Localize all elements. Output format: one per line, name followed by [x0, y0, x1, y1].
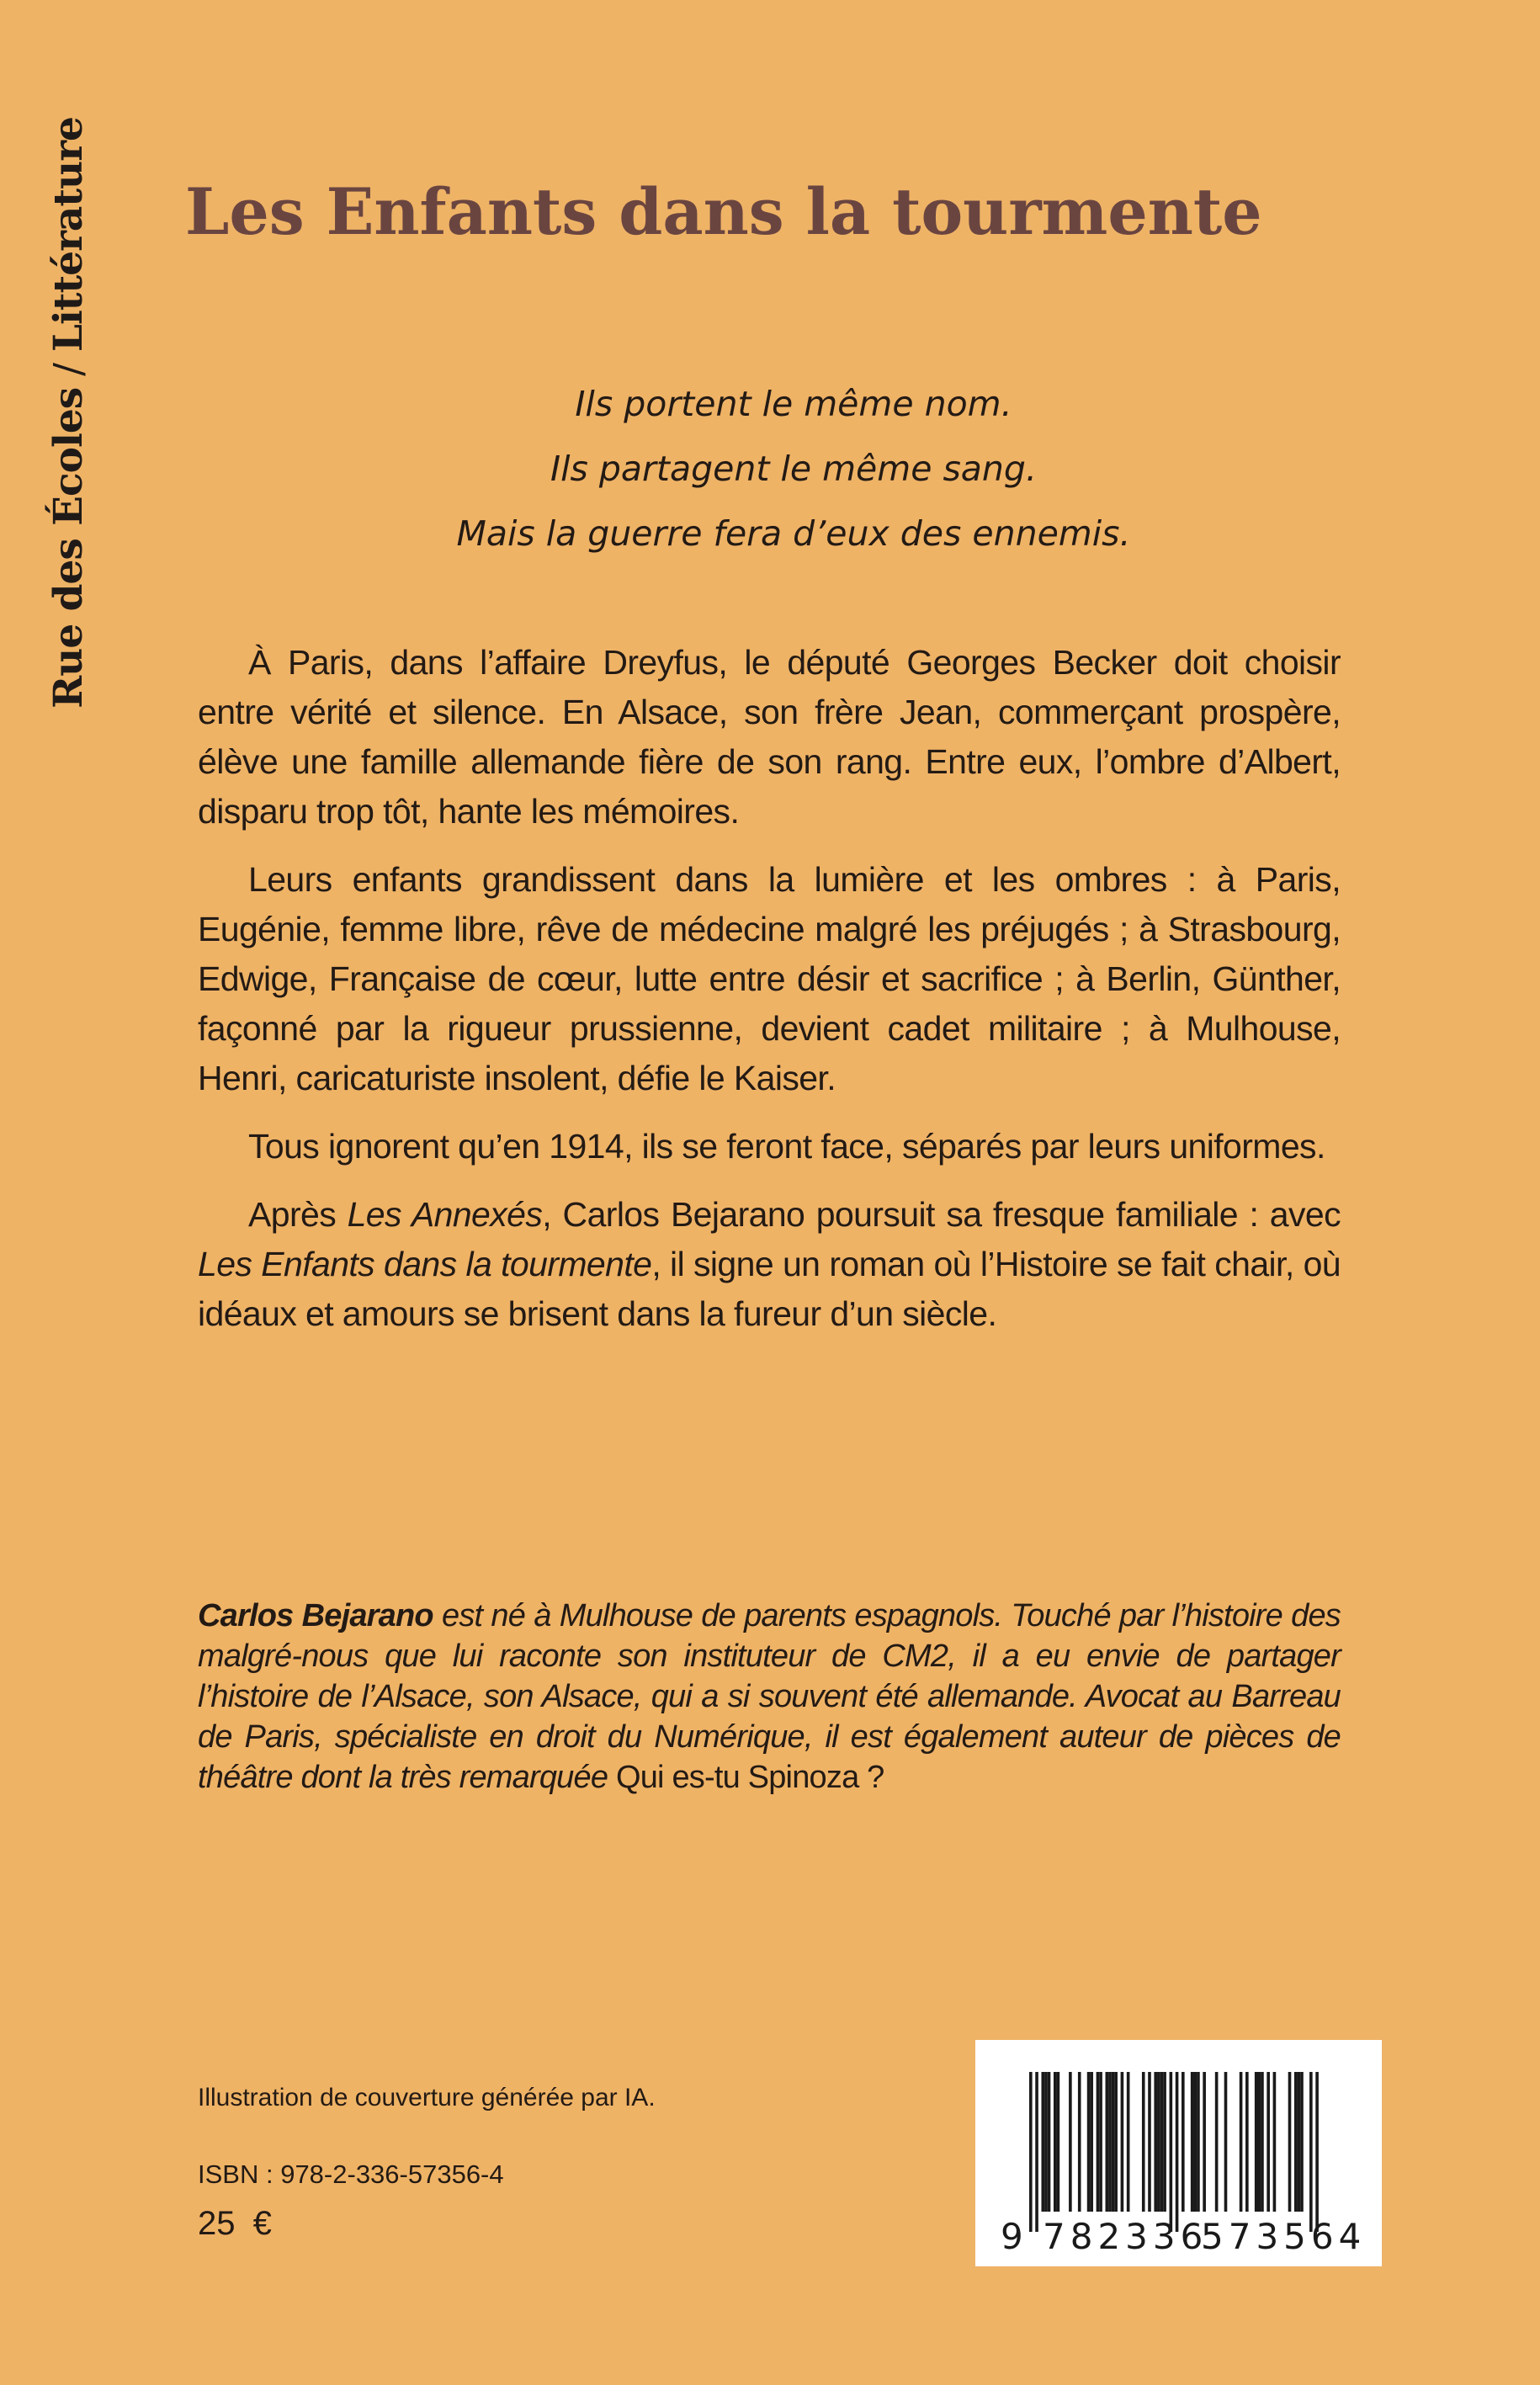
price: 25 € [198, 2205, 272, 2242]
author-name: Carlos Bejarano [198, 1598, 433, 1633]
isbn-label: ISBN : [198, 2159, 281, 2189]
synopsis-paragraph: Leurs enfants grandissent dans la lumière et les ombres : à Paris, Eugénie, femme libre, rêve de médecine malgré les préjugés ; à Strasbourg, Edwige, Française de cœur, lutte entre désir et sacrifice ; à Berlin, Günther, façonné par la rigueur prussienne, devient cadet militaire ; à Mulhouse, Henri, caricaturiste insolent, défie le Kaiser. [198, 860, 1341, 1097]
isbn-number: 978-2-336-57356-4 [280, 2159, 504, 2189]
barcode-digits-left: 782336 [1043, 2216, 1208, 2257]
tagline [370, 372, 1217, 566]
text-span: , il signe un roman où l’Histoire se fait chair, où idéaux et amours se brisent dans la fureur d’un siècle. [198, 1245, 1341, 1333]
barcode-digit-first: 9 [1001, 2216, 1023, 2257]
spine-text [45, 117, 92, 709]
synopsis [198, 638, 1341, 1357]
synopsis-paragraph: Tous ignorent qu’en 1914, ils se feront face, séparés par leurs uniformes. [248, 1127, 1325, 1166]
barcode-digits-right: 573564 [1201, 2216, 1367, 2257]
barcode [975, 2040, 1382, 2266]
collection-name: Rue des Écoles [45, 387, 92, 709]
tagline-line: Mais la guerre fera d’eux des ennemis. [456, 513, 1131, 554]
spine-separator: / [45, 351, 92, 388]
barcode-icon [975, 2040, 1382, 2266]
book-reference: Les Annexés [347, 1195, 543, 1234]
bio-text: est né à Mulhouse de parents espagnols. Touché par l’histoire des malgré-nous que lui raconte son instituteur de CM2, il a eu envie de partager l’histoire de l’Alsace, son Alsace, qui a si souvent été allemande. Avocat au Barreau de Paris, spécialiste en droit du Numérique, il est également auteur de pièces de théâtre dont la très remarquée [198, 1598, 1341, 1795]
text-span: Après [248, 1195, 348, 1234]
author-bio [198, 1596, 1341, 1798]
book-title: Les Enfants dans la tourmente [185, 174, 1262, 249]
tagline-line: Ils portent le même nom. [575, 384, 1012, 424]
tagline-line: Ils partagent le même sang. [550, 449, 1037, 489]
isbn [198, 2159, 504, 2190]
category-name: Littérature [45, 116, 92, 352]
cover-credit: Illustration de couverture générée par IA. [198, 2084, 656, 2111]
synopsis-paragraph [198, 1190, 1341, 1339]
spine-label [45, 101, 92, 724]
text-span: , Carlos Bejarano poursuit sa fresque familiale : avec [542, 1195, 1341, 1234]
book-reference: Les Enfants dans la tourmente [198, 1245, 652, 1283]
play-title: Qui es-tu Spinoza ? [615, 1760, 884, 1795]
synopsis-paragraph: À Paris, dans l’affaire Dreyfus, le député Georges Becker doit choisir entre vérité et silence. En Alsace, son frère Jean, commerçant prospère, élève une famille allemande fière de son rang. Entre eux, l’ombre d’Albert, disparu trop tôt, hante les mémoires. [198, 643, 1341, 831]
